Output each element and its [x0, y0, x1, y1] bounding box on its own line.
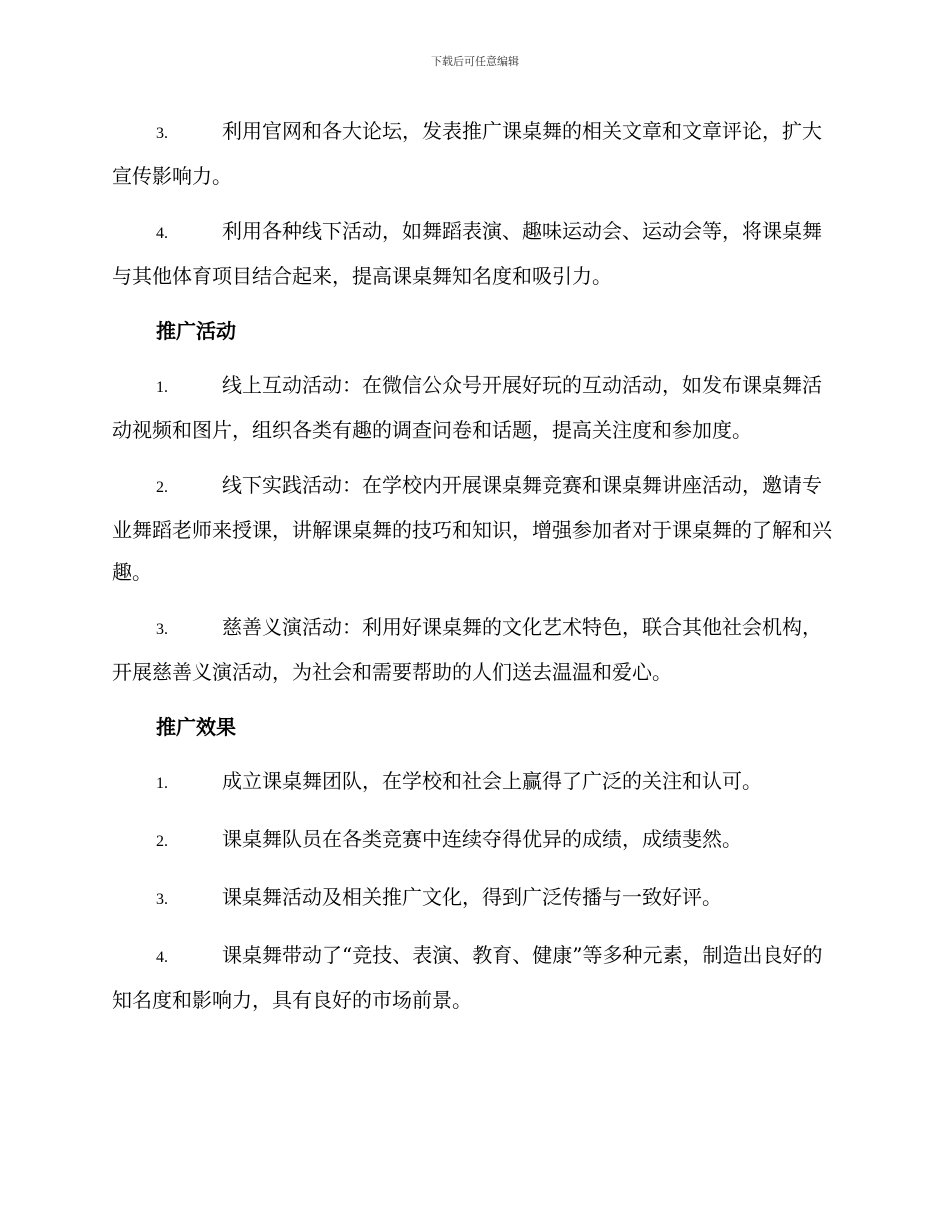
item-number: 4. — [156, 949, 168, 966]
item-text: 成立课桌舞团队，在学校和社会上赢得了广泛的关注和认可。 — [222, 769, 762, 793]
item-number: 2. — [156, 479, 168, 496]
document-body — [112, 110, 838, 1034]
item-text: 线上互动活动：在微信公众号开展好玩的互动活动，如发布课桌舞活动视频和图片，组织各类有趣的调查问卷和话题，提高关注度和参加度。 — [112, 373, 822, 442]
section-heading-activities: 推广活动 — [156, 319, 236, 343]
page-header: 下载后可任意编辑 — [431, 55, 519, 68]
list-item — [112, 210, 838, 297]
item-text: 慈善义演活动：利用好课桌舞的文化艺术特色，联合其他社会机构，开展慈善义演活动，为社会和需要帮助的人们送去温温和爱心。 — [112, 615, 822, 684]
item-number: 3. — [156, 621, 168, 638]
item-number: 3. — [156, 125, 168, 142]
list-item — [112, 876, 838, 921]
item-number: 2. — [156, 833, 168, 850]
item-number: 1. — [156, 775, 168, 792]
list-item — [112, 110, 838, 197]
list-item — [112, 934, 838, 1021]
item-number: 4. — [156, 225, 168, 242]
item-text: 利用官网和各大论坛，发表推广课桌舞的相关文章和文章评论，扩大宣传影响力。 — [112, 119, 822, 188]
section-heading-effects: 推广效果 — [156, 715, 236, 739]
item-text: 课桌舞活动及相关推广文化，得到广泛传播与一致好评。 — [222, 885, 722, 909]
item-text: 线下实践活动：在学校内开展课桌舞竞赛和课桌舞讲座活动，邀请专业舞蹈老师来授课，讲解课桌舞的技巧和知识，增强参加者对于课桌舞的了解和兴趣。 — [112, 473, 832, 584]
item-text: 课桌舞队员在各类竞赛中连续夺得优异的成绩，成绩斐然。 — [222, 827, 742, 851]
list-item — [112, 760, 838, 805]
item-number: 3. — [156, 891, 168, 908]
list-item — [112, 818, 838, 863]
list-item — [112, 364, 838, 451]
item-text: 利用各种线下活动，如舞蹈表演、趣味运动会、运动会等，将课桌舞与其他体育项目结合起来，提高课桌舞知名度和吸引力。 — [112, 219, 822, 288]
item-text: 课桌舞带动了“竞技、表演、教育、健康”等多种元素，制造出良好的知名度和影响力，具有良好的市场前景。 — [112, 943, 823, 1012]
list-item — [112, 464, 838, 593]
item-number: 1. — [156, 379, 168, 396]
list-item — [112, 606, 838, 693]
